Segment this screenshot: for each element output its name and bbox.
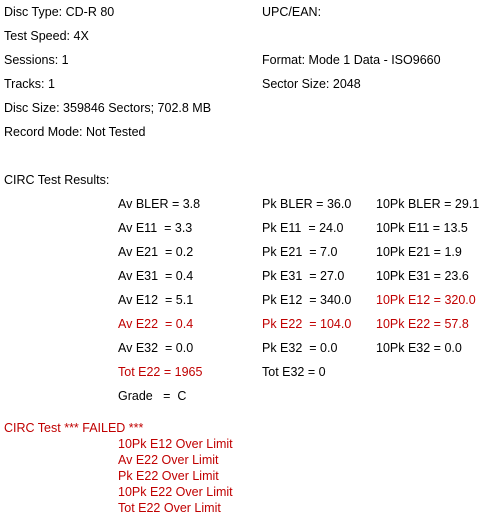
pk-bler: Pk BLER = 36.0	[262, 197, 352, 211]
tot-e22: Tot E22 = 1965	[118, 365, 203, 379]
pk-e21: Pk E21 = 7.0	[262, 245, 338, 259]
pk-e11: Pk E11 = 24.0	[262, 221, 344, 235]
av-e11: Av E11 = 3.3	[118, 221, 193, 235]
pk-e12: Pk E12 = 340.0	[262, 293, 352, 307]
circ-test-result: CIRC Test *** FAILED ***	[4, 421, 144, 435]
10pk-e21: 10Pk E21 = 1.9	[376, 245, 462, 259]
10pk-e12: 10Pk E12 = 320.0	[376, 293, 476, 307]
test-speed: Test Speed: 4X	[4, 29, 89, 43]
10pk-e11: 10Pk E11 = 13.5	[376, 221, 468, 235]
grade: Grade = C	[118, 389, 187, 403]
failure-item: Tot E22 Over Limit	[118, 501, 221, 515]
10pk-bler: 10Pk BLER = 29.1	[376, 197, 480, 211]
circ-heading: CIRC Test Results:	[4, 173, 110, 187]
pk-e32: Pk E32 = 0.0	[262, 341, 338, 355]
10pk-e22: 10Pk E22 = 57.8	[376, 317, 469, 331]
tot-e32: Tot E32 = 0	[262, 365, 326, 379]
format: Format: Mode 1 Data - ISO9660	[262, 53, 441, 67]
disc-type: Disc Type: CD-R 80	[4, 5, 115, 19]
failure-item: Av E22 Over Limit	[118, 453, 219, 467]
tracks: Tracks: 1	[4, 77, 55, 91]
av-e12: Av E12 = 5.1	[118, 293, 194, 307]
sector-size: Sector Size: 2048	[262, 77, 361, 91]
av-e32: Av E32 = 0.0	[118, 341, 194, 355]
disc-size: Disc Size: 359846 Sectors; 702.8 MB	[4, 101, 212, 115]
av-e21: Av E21 = 0.2	[118, 245, 194, 259]
failure-item: Pk E22 Over Limit	[118, 469, 219, 483]
pk-e22: Pk E22 = 104.0	[262, 317, 352, 331]
pk-e31: Pk E31 = 27.0	[262, 269, 345, 283]
upc-ean: UPC/EAN:	[262, 5, 322, 19]
failure-item: 10Pk E22 Over Limit	[118, 485, 233, 499]
av-e31: Av E31 = 0.4	[118, 269, 194, 283]
sessions: Sessions: 1	[4, 53, 69, 67]
av-e22: Av E22 = 0.4	[118, 317, 194, 331]
record-mode: Record Mode: Not Tested	[4, 125, 146, 139]
av-bler: Av BLER = 3.8	[118, 197, 201, 211]
failure-item: 10Pk E12 Over Limit	[118, 437, 233, 451]
10pk-e32: 10Pk E32 = 0.0	[376, 341, 462, 355]
10pk-e31: 10Pk E31 = 23.6	[376, 269, 469, 283]
